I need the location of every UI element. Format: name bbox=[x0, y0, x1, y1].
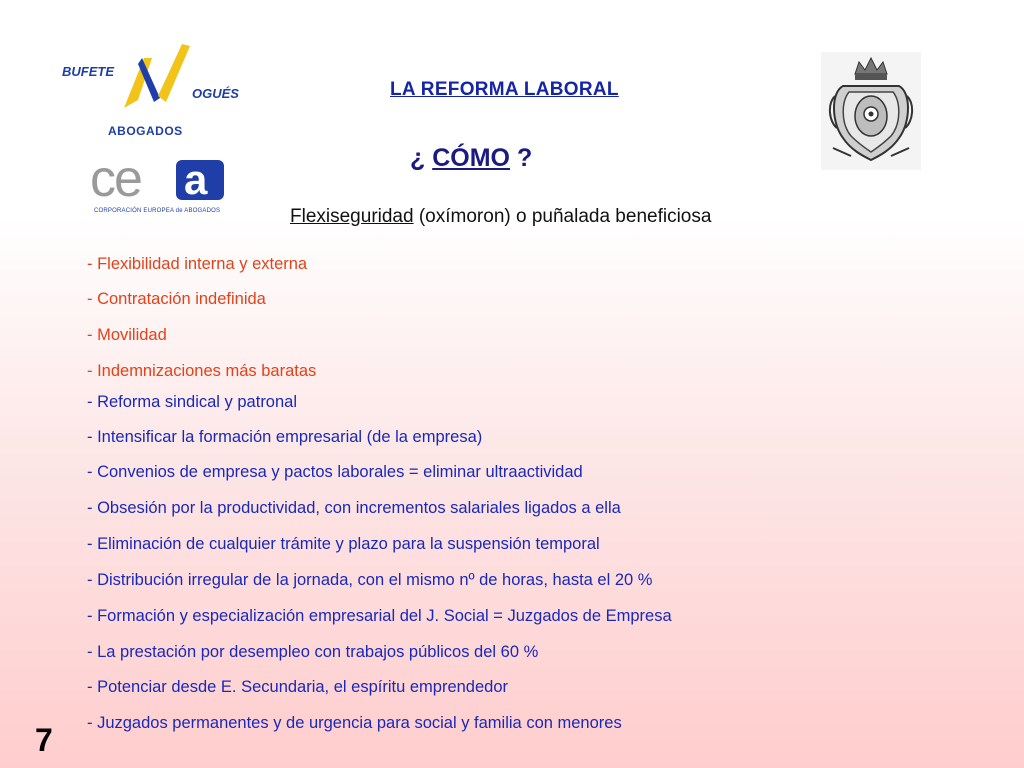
nogues-n-mark-icon bbox=[114, 40, 204, 112]
blue-list-item: - Convenios de empresa y pactos laborales = eliminar ultraactividad bbox=[87, 463, 583, 481]
blue-list-item: - La prestación por desempleo con trabajos públicos del 60 % bbox=[87, 643, 539, 661]
subtitle-rest: (oxímoron) o puñalada beneficiosa bbox=[413, 206, 712, 227]
svg-text:ce: ce bbox=[90, 152, 141, 208]
cea-letters-mark bbox=[88, 152, 230, 208]
blue-list-item: - Eliminación de cualquier trámite y plazo para la suspensión temporal bbox=[87, 535, 600, 553]
blue-list-item: - Juzgados permanentes y de urgencia para social y familia con menores bbox=[87, 714, 622, 732]
page-title: LA REFORMA LABORAL bbox=[390, 79, 619, 100]
blue-list-item: - Obsesión por la productividad, con incrementos salariales ligados a ella bbox=[87, 499, 621, 517]
blue-list-item: - Reforma sindical y patronal bbox=[87, 393, 298, 411]
red-list-item: - Movilidad bbox=[87, 326, 167, 344]
svg-text:a: a bbox=[184, 156, 208, 203]
logo-abogados-text: ABOGADOS bbox=[108, 124, 183, 138]
blue-list-item: - Distribución irregular de la jornada, con el mismo nº de horas, hasta el 20 % bbox=[87, 571, 653, 589]
blue-list-item: - Potenciar desde E. Secundaria, el espíritu emprendedor bbox=[87, 678, 508, 696]
subtitle bbox=[290, 206, 711, 228]
red-list-item: - Indemnizaciones más baratas bbox=[87, 362, 317, 380]
bufete-nogues-logo bbox=[58, 40, 258, 145]
subtitle-keyword: Flexiseguridad bbox=[290, 206, 414, 227]
logo-nogues-text: OGUÉS bbox=[192, 86, 239, 101]
question-heading bbox=[410, 144, 532, 173]
coat-of-arms-seal bbox=[821, 52, 921, 170]
blue-list-item: - Intensificar la formación empresarial (de la empresa) bbox=[87, 428, 483, 446]
red-list-item: - Contratación indefinida bbox=[87, 290, 266, 308]
question-close: ? bbox=[510, 144, 533, 172]
logo-bufete-text: BUFETE bbox=[62, 64, 114, 79]
question-open: ¿ bbox=[410, 144, 433, 172]
coat-of-arms-icon bbox=[821, 52, 921, 170]
cea-subtitle: CORPORACIÓN EUROPEA de ABOGADOS bbox=[94, 208, 221, 214]
cea-logo bbox=[88, 152, 230, 222]
page-number: 7 bbox=[35, 722, 53, 758]
red-list-item: - Flexibilidad interna y externa bbox=[87, 255, 308, 273]
question-word: CÓMO bbox=[432, 144, 510, 172]
blue-list-item: - Formación y especialización empresarial del J. Social = Juzgados de Empresa bbox=[87, 607, 672, 625]
